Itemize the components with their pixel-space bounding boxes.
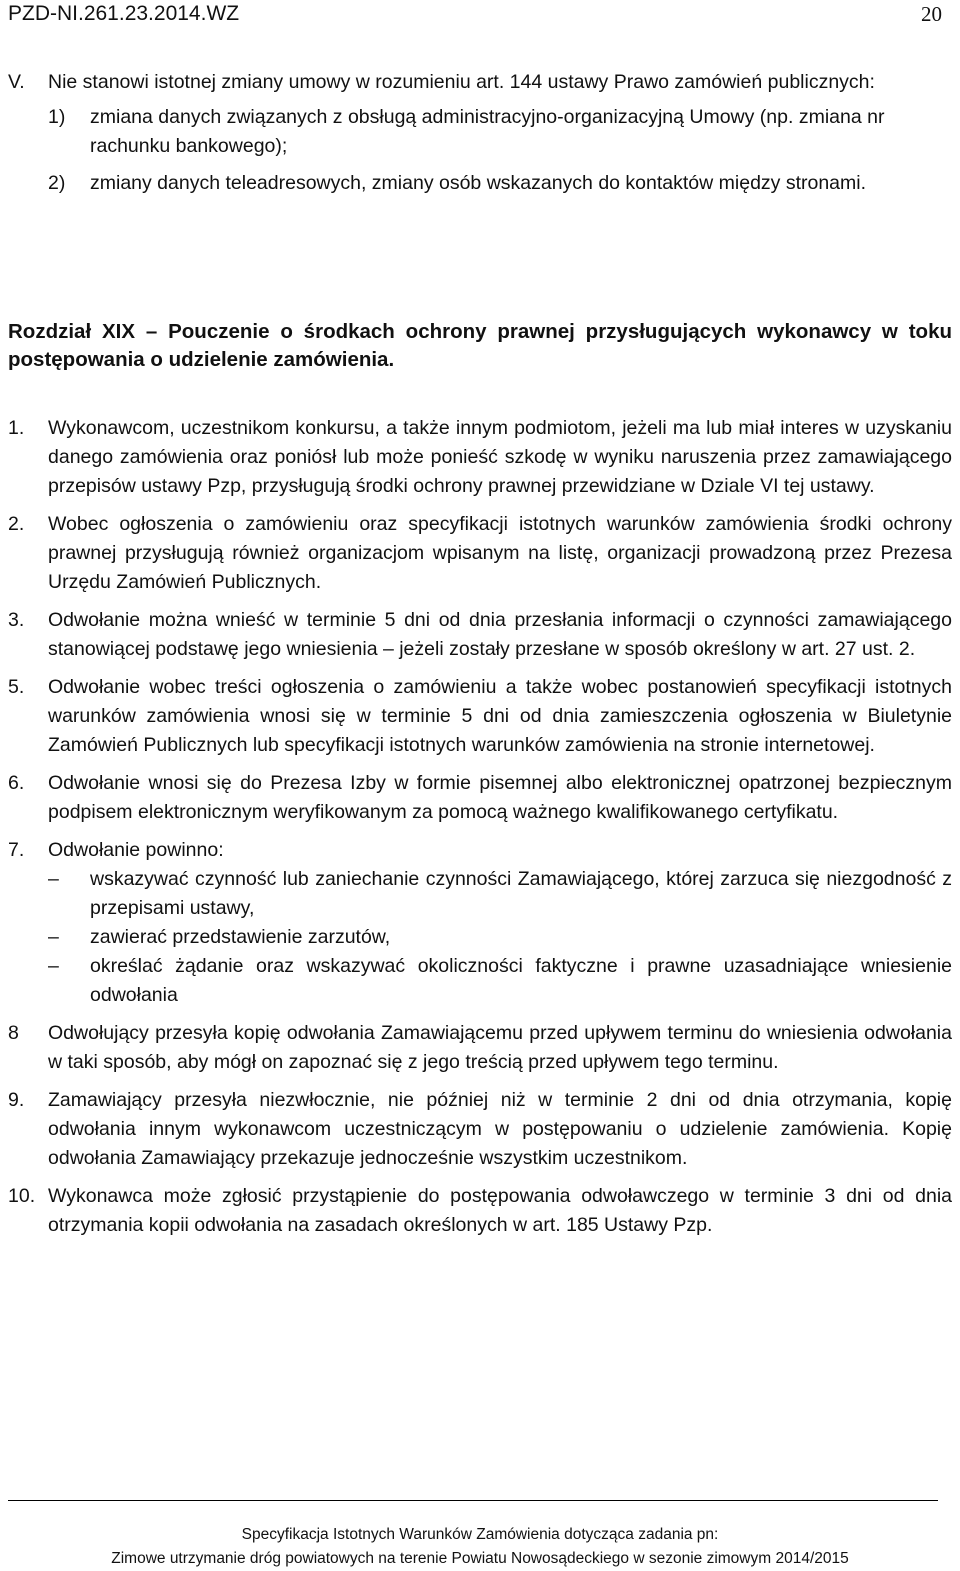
- list-item-text: Odwołanie można wnieść w terminie 5 dni od dnia przesłania informacji o czynności zamawiającego stanowiącej podstawę jego wniesienia – jeżeli zostały przesłane w sposób określony w art. 27 ust. 2.: [48, 609, 952, 660]
- chapter-heading: Rozdział XIX – Pouczenie o środkach ochrony prawnej przysługujących wykonawcy w toku postępowania o udzielenie zamówienia.: [8, 320, 952, 371]
- dash-list-item: [48, 923, 952, 952]
- list-item-number: 5.: [8, 676, 25, 698]
- footer-line-1: Specyfikacja Istotnych Warunków Zamówienia dotycząca zadania pn:: [241, 1526, 719, 1543]
- dash-marker: –: [48, 955, 59, 977]
- list-item-number: 1.: [8, 417, 25, 439]
- list-item-text: Wobec ogłoszenia o zamówieniu oraz specyfikacji istotnych warunków zamówienia środki ochrony prawnej przysługują również organizacjom wpisanym na listę, organizacji prowadzoną przez Prezesa Urzędu Zamówień Publicznych.: [48, 513, 952, 593]
- section-v-list: [48, 103, 952, 198]
- section-v-text: Nie stanowi istotnej zmiany umowy w rozumieniu art. 144 ustawy Prawo zamówień publicznych:: [48, 71, 875, 93]
- list-item-number: 3.: [8, 609, 25, 631]
- list-item: [8, 673, 952, 760]
- list-item: [8, 1086, 952, 1173]
- list-item: [8, 769, 952, 827]
- list-item: [8, 414, 952, 501]
- list-item-number: 2): [48, 172, 66, 194]
- list-item-number: 1): [48, 106, 66, 128]
- dash-list: [48, 865, 952, 1010]
- list-item-text: Odwołanie wobec treści ogłoszenia o zamówieniu a także wobec postanowień specyfikacji istotnych warunków zamówienia wnosi się w terminie 5 dni od dnia zamieszczenia ogłoszenia w Biuletynie Zamówień Publicznych lub specyfikacji istotnych warunków zamówienia na stronie internetowej.: [48, 676, 952, 756]
- list-item-text: zmiana danych związanych z obsługą administracyjno-organizacyjną Umowy (np. zmiana nr rachunku bankowego);: [90, 106, 885, 157]
- dash-list-text: określać żądanie oraz wskazywać okoliczności faktyczne i prawne uzasadniające wniesienie odwołania: [90, 955, 952, 1006]
- footer-line-2: Zimowe utrzymanie dróg powiatowych na terenie Powiatu Nowosądeckiego w sezonie zimowym 2014/2015: [111, 1550, 849, 1567]
- dash-list-text: zawierać przedstawienie zarzutów,: [90, 926, 391, 948]
- list-item-number: 2.: [8, 513, 25, 535]
- list-item-text: Wykonawcom, uczestnikom konkursu, a także innym podmiotom, jeżeli ma lub miał interes w uzyskaniu danego zamówienia oraz poniósł lub może ponieść szkodę w wyniku naruszenia przez zamawiającego przepisów ustawy Pzp, przysługują środki ochrony prawnej przewidziane w Dziale VI tej ustawy.: [48, 417, 952, 497]
- list-item-number: 8: [8, 1022, 19, 1044]
- section-v-numeral: V.: [8, 71, 25, 93]
- list-item: [8, 510, 952, 597]
- list-item-number: 9.: [8, 1089, 25, 1111]
- dash-list-text: wskazywać czynność lub zaniechanie czynności Zamawiającego, której zarzuca się niezgodność z przepisami ustawy,: [90, 868, 952, 919]
- list-item: [48, 169, 952, 198]
- list-item-text: Wykonawca może zgłosić przystąpienie do postępowania odwoławczego w terminie 3 dni od dnia otrzymania kopii odwołania na zasadach określonych w art. 185 Ustawy Pzp.: [48, 1185, 952, 1236]
- dash-list-item: [48, 952, 952, 1010]
- dash-marker: –: [48, 926, 59, 948]
- list-item: [8, 1019, 952, 1077]
- list-item-number: 6.: [8, 772, 25, 794]
- list-item-text: Odwołujący przesyła kopię odwołania Zamawiającemu przed upływem terminu do wniesienia odwołania w taki sposób, aby mógł on zapoznać się z jego treścią przed upływem tego terminu.: [48, 1022, 952, 1073]
- list-item-text: zmiany danych teleadresowych, zmiany osób wskazanych do kontaktów między stronami.: [90, 172, 867, 194]
- footer-divider: [8, 1500, 938, 1501]
- document-id: PZD-NI.261.23.2014.WZ: [8, 2, 240, 25]
- numbered-list: [8, 414, 952, 1249]
- dash-marker: –: [48, 868, 59, 890]
- section-v-lead: [8, 68, 952, 97]
- page-number: 20: [921, 2, 942, 26]
- list-item-number: 10.: [8, 1185, 36, 1207]
- list-item: [8, 1182, 952, 1240]
- list-item: [48, 103, 952, 161]
- list-item-number: 7.: [8, 839, 25, 861]
- list-item-text: Odwołanie wnosi się do Prezesa Izby w formie pisemnej albo elektronicznej opatrzonej bezpiecznym podpisem elektronicznym weryfikowanym za pomocą ważnego kwalifikowanego certyfikatu.: [48, 772, 952, 823]
- list-item-body: [48, 836, 952, 1010]
- list-item-text: Zamawiający przesyła niezwłocznie, nie później niż w terminie 2 dni od dnia otrzymania, kopię odwołania innym wykonawcom uczestniczącym w postępowaniu o udzielenie zamówienia. Kopię odwołania Zamawiający przekazuje jednocześnie wszystkim uczestnikom.: [48, 1089, 952, 1169]
- dash-list-item: [48, 865, 952, 923]
- section-v: [8, 68, 952, 206]
- list-item-text: Odwołanie powinno:: [48, 839, 224, 861]
- list-item: [8, 606, 952, 664]
- page-footer: [0, 1523, 960, 1571]
- list-item-7: [8, 836, 952, 1010]
